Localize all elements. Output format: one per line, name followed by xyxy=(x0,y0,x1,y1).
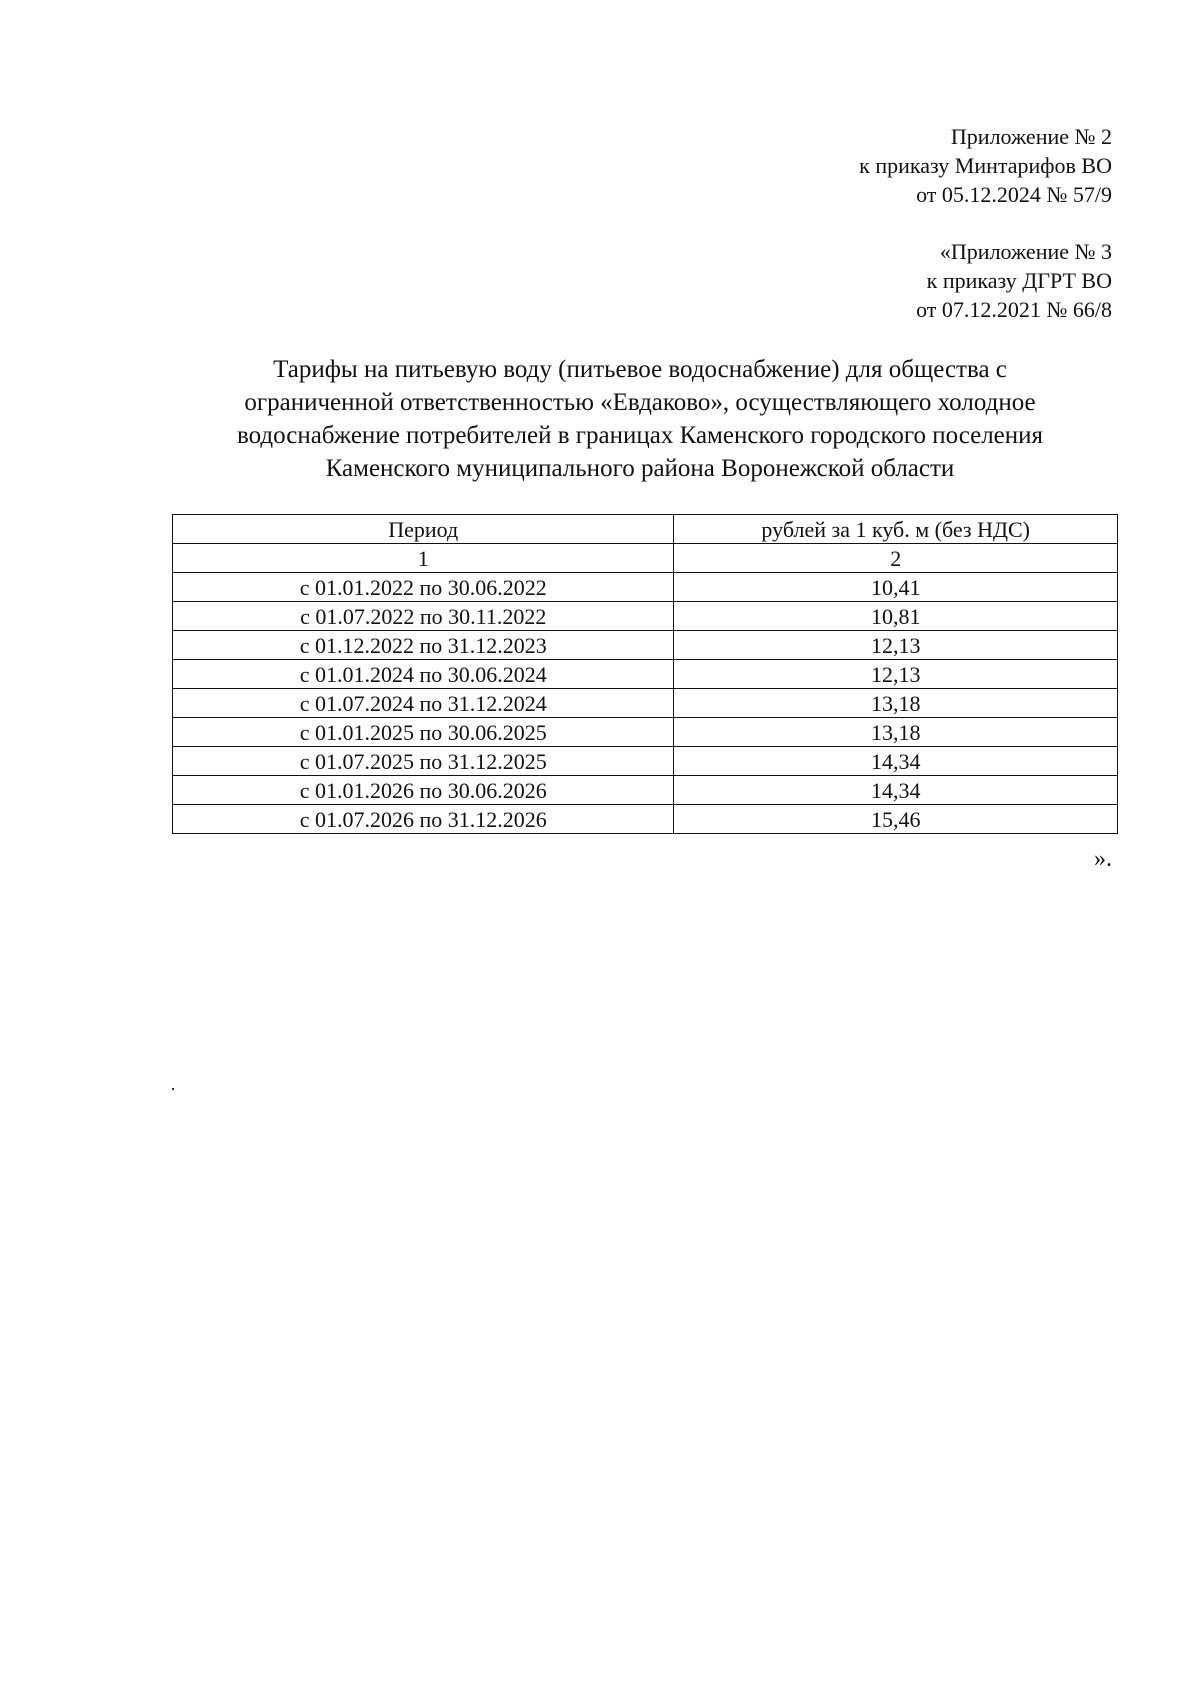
table-row xyxy=(173,631,1118,660)
period-cell: с 01.01.2022 по 30.06.2022 xyxy=(173,573,674,602)
period-cell: с 01.01.2025 по 30.06.2025 xyxy=(173,718,674,747)
period-cell: с 01.01.2024 по 30.06.2024 xyxy=(173,660,674,689)
period-cell: с 01.12.2022 по 31.12.2023 xyxy=(173,631,674,660)
annex-current-line2: к приказу Минтарифов ВО xyxy=(859,153,1112,178)
column-number-row xyxy=(173,544,1118,573)
table-row xyxy=(173,805,1118,834)
title-line1: Тарифы на питьевую воду (питьевое водоснабжение) для общества с xyxy=(273,356,1007,383)
table-row xyxy=(173,602,1118,631)
header-period: Период xyxy=(173,515,674,544)
table-row xyxy=(173,689,1118,718)
table-row xyxy=(173,747,1118,776)
table-header-row xyxy=(173,515,1118,544)
scan-speck xyxy=(172,1088,174,1090)
price-cell: 13,18 xyxy=(674,689,1118,718)
annex-current-line3: от 05.12.2024 № 57/9 xyxy=(916,182,1112,207)
annex-original xyxy=(916,237,1112,324)
period-cell: с 01.07.2025 по 31.12.2025 xyxy=(173,747,674,776)
table-row xyxy=(173,718,1118,747)
period-cell: с 01.07.2026 по 31.12.2026 xyxy=(173,805,674,834)
price-cell: 10,41 xyxy=(674,573,1118,602)
table-row xyxy=(173,776,1118,805)
price-cell: 12,13 xyxy=(674,660,1118,689)
annex-current xyxy=(859,122,1112,209)
annex-original-line1: «Приложение № 3 xyxy=(939,239,1112,264)
header-price: рублей за 1 куб. м (без НДС) xyxy=(674,515,1118,544)
price-cell: 12,13 xyxy=(674,631,1118,660)
price-cell: 14,34 xyxy=(674,776,1118,805)
period-cell: с 01.07.2022 по 30.11.2022 xyxy=(173,602,674,631)
annex-current-line1: Приложение № 2 xyxy=(950,124,1112,149)
column-number-2: 2 xyxy=(674,544,1118,573)
price-cell: 14,34 xyxy=(674,747,1118,776)
closing-quote: ». xyxy=(1094,846,1112,872)
table-row xyxy=(173,573,1118,602)
period-cell: с 01.07.2024 по 31.12.2024 xyxy=(173,689,674,718)
annex-original-line2: к приказу ДГРТ ВО xyxy=(926,268,1112,293)
column-number-1: 1 xyxy=(173,544,674,573)
title-line3: водоснабжение потребителей в границах Каменского городского поселения xyxy=(236,422,1044,449)
annex-original-line3: от 07.12.2021 № 66/8 xyxy=(916,297,1112,322)
table-row xyxy=(173,660,1118,689)
title-line4: Каменского муниципального района Воронежской области xyxy=(325,455,955,482)
document-title xyxy=(150,353,1130,485)
price-cell: 15,46 xyxy=(674,805,1118,834)
title-line2: ограниченной ответственностью «Евдаково», осуществляющего холодное xyxy=(244,389,1036,416)
price-cell: 13,18 xyxy=(674,718,1118,747)
price-cell: 10,81 xyxy=(674,602,1118,631)
period-cell: с 01.01.2026 по 30.06.2026 xyxy=(173,776,674,805)
tariff-table xyxy=(172,514,1118,834)
